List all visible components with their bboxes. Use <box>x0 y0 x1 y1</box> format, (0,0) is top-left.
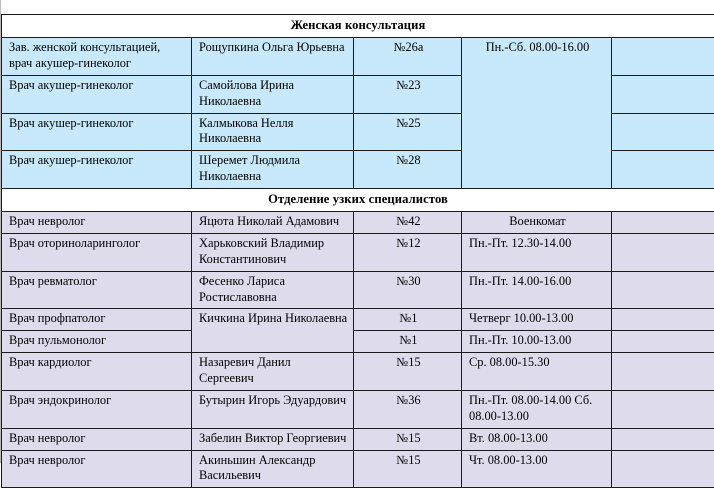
cell-name-merged: Кичкина Ирина Николаевна <box>192 309 354 353</box>
cell-extra <box>612 390 714 428</box>
cell-role: Врач профпатолог <box>2 309 192 331</box>
cell-role: Врач невролог <box>2 212 192 234</box>
cell-extra <box>612 151 714 189</box>
cell-schedule: Пн.-Пт. 12.30-14.00 <box>462 233 612 271</box>
cell-schedule: Пн.-Пт. 08.00-14.00 Сб. 08.00-13.00 <box>462 390 612 428</box>
cell-room: №1 <box>354 309 462 331</box>
cell-extra <box>612 212 714 234</box>
cell-schedule: Пн.-Пт. 14.00-16.00 <box>462 271 612 309</box>
cell-schedule: Вт. 08.00-13.00 <box>462 428 612 450</box>
cell-room: №28 <box>354 151 462 189</box>
cell-extra <box>612 38 714 76</box>
cell-room: №12 <box>354 233 462 271</box>
cell-extra <box>612 353 714 391</box>
cell-role: Врач оториноларинголог <box>2 233 192 271</box>
cell-name: Калмыкова Нелля Николаевна <box>192 113 354 151</box>
cell-room: №1 <box>354 331 462 353</box>
cell-room: №26а <box>354 38 462 76</box>
cell-name: Самойлова Ирина Николаевна <box>192 75 354 113</box>
cell-extra <box>612 428 714 450</box>
cell-room: №15 <box>354 353 462 391</box>
cell-shared-schedule: Пн.-Сб. 08.00-16.00 <box>462 38 612 189</box>
cell-extra <box>612 331 714 353</box>
cell-role: Врач невролог <box>2 428 192 450</box>
table-row <box>2 331 714 353</box>
table-row <box>2 390 714 428</box>
cell-schedule: Военкомат <box>462 212 612 234</box>
cell-room: №23 <box>354 75 462 113</box>
cell-name: Яцюта Николай Адамович <box>192 212 354 234</box>
table-row <box>2 353 714 391</box>
cell-name: Харьковский Владимир Константинович <box>192 233 354 271</box>
cell-role: Врач акушер-гинеколог <box>2 113 192 151</box>
table-row <box>2 271 714 309</box>
page-top-margin <box>1 0 714 14</box>
section-title-women: Женская консультация <box>2 15 714 38</box>
doctors-schedule-table <box>1 14 714 488</box>
cell-name: Шеремет Людмила Николаевна <box>192 151 354 189</box>
cell-name: Бутырин Игорь Эдуардович <box>192 390 354 428</box>
table-row <box>2 212 714 234</box>
cell-role: Врач пульмонолог <box>2 331 192 353</box>
cell-role: Врач кардиолог <box>2 353 192 391</box>
cell-role: Зав. женской консультацией, врач акушер-гинеколог <box>2 38 192 76</box>
cell-room: №30 <box>354 271 462 309</box>
cell-name: Забелин Виктор Георгиевич <box>192 428 354 450</box>
cell-extra <box>612 309 714 331</box>
cell-room: №25 <box>354 113 462 151</box>
cell-role: Врач ревматолог <box>2 271 192 309</box>
cell-name: Рощупкина Ольга Юрьевна <box>192 38 354 76</box>
cell-extra <box>612 113 714 151</box>
cell-extra <box>612 75 714 113</box>
cell-room: №15 <box>354 428 462 450</box>
cell-role: Врач акушер-гинеколог <box>2 151 192 189</box>
table-row <box>2 450 714 488</box>
cell-room: №15 <box>354 450 462 488</box>
cell-schedule: Пн.-Пт. 10.00-13.00 <box>462 331 612 353</box>
cell-extra <box>612 233 714 271</box>
section-header-row-specialists <box>2 189 714 212</box>
cell-role: Врач акушер-гинеколог <box>2 75 192 113</box>
table-row <box>2 309 714 331</box>
cell-name: Назаревич Данил Сергеевич <box>192 353 354 391</box>
table-row <box>2 38 714 76</box>
cell-room: №36 <box>354 390 462 428</box>
section-header-row-women <box>2 15 714 38</box>
section-title-specialists: Отделение узких специалистов <box>2 189 714 212</box>
cell-room: №42 <box>354 212 462 234</box>
cell-role: Врач эндокринолог <box>2 390 192 428</box>
cell-schedule: Четверг 10.00-13.00 <box>462 309 612 331</box>
cell-extra <box>612 271 714 309</box>
table-row <box>2 233 714 271</box>
cell-schedule: Чт. 08.00-13.00 <box>462 450 612 488</box>
cell-role: Врач невролог <box>2 450 192 488</box>
cell-name: Акиньшин Александр Васильевич <box>192 450 354 488</box>
cell-schedule: Ср. 08.00-15.30 <box>462 353 612 391</box>
table-row <box>2 428 714 450</box>
cell-extra <box>612 450 714 488</box>
cell-name: Фесенко Лариса Ростиславовна <box>192 271 354 309</box>
